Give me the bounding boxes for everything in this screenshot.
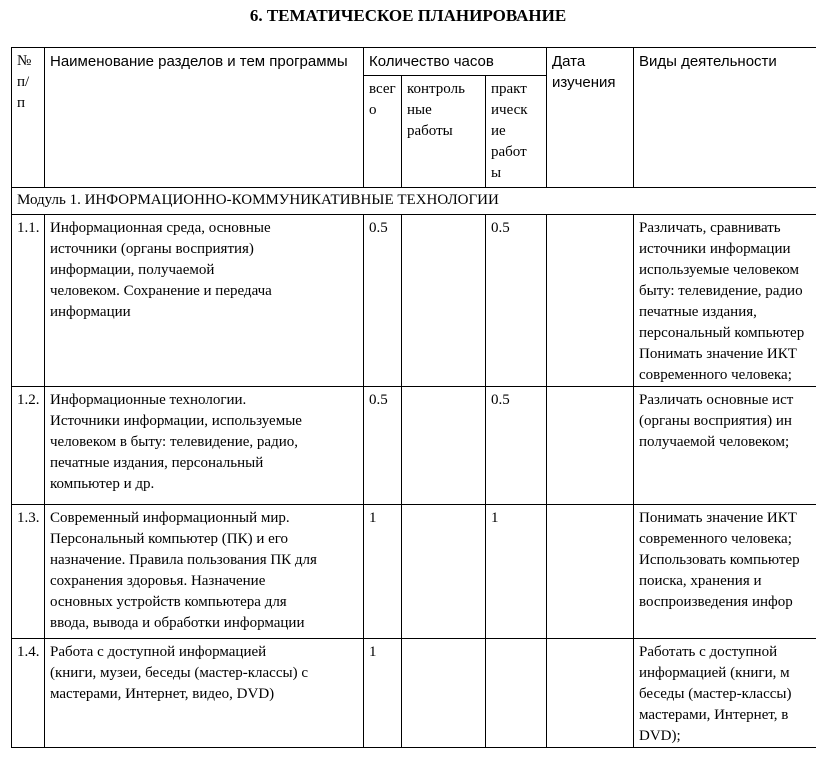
- row-total: 0.5: [364, 387, 402, 505]
- table-row: [12, 505, 816, 639]
- row-practical: [486, 639, 547, 748]
- header-row: [12, 48, 816, 76]
- row-control: [402, 387, 486, 505]
- row-activities: Понимать значение ИКТ современного человека; Использовать компьютер поиска, хранения и воспроизведения инфор: [634, 505, 816, 639]
- row-topic: Информационная среда, основные источники (органы восприятия) информации, получаемой человеком. Сохранение и передача информации: [45, 215, 364, 387]
- header-topic: Наименование разделов и тем программы: [45, 48, 364, 188]
- table-row: [12, 639, 816, 748]
- row-control: [402, 215, 486, 387]
- row-activities: Различать, сравнивать источники информации используемые человеком быту: телевидение, радио печатные издания, персональный компьютер Понимать значение ИКТ современного человека;: [634, 215, 816, 387]
- row-date: [547, 215, 634, 387]
- row-topic: Работа с доступной информацией (книги, музеи, беседы (мастер-классы) с мастерами, Интернет, видео, DVD): [45, 639, 364, 748]
- row-practical: 0.5: [486, 215, 547, 387]
- row-num: 1.1.: [12, 215, 45, 387]
- table-row: [12, 215, 816, 387]
- header-hours: Количество часов: [364, 48, 547, 76]
- header-date: Дата изучения: [547, 48, 634, 188]
- row-num: 1.2.: [12, 387, 45, 505]
- row-activities: Различать основные ист (органы восприятия) ин получаемой человеком;: [634, 387, 816, 505]
- row-activities: Работать с доступной информацией (книги, м беседы (мастер-классы) мастерами, Интернет, в DVD);: [634, 639, 816, 748]
- row-total: 1: [364, 639, 402, 748]
- header-activities: Виды деятельности: [634, 48, 816, 188]
- planning-table: [11, 47, 816, 748]
- row-control: [402, 505, 486, 639]
- row-total: 1: [364, 505, 402, 639]
- row-topic: Информационные технологии. Источники информации, используемые человеком в быту: телевидение, радио, печатные издания, персональный компьютер и др.: [45, 387, 364, 505]
- row-date: [547, 387, 634, 505]
- row-topic: Современный информационный мир. Персональный компьютер (ПК) и его назначение. Правила пользования ПК для сохранения здоровья. Назначение основных устройств компьютера для ввода, вывода и обработки информации: [45, 505, 364, 639]
- module-title: Модуль 1. ИНФОРМАЦИОННО-КОММУНИКАТИВНЫЕ ТЕХНОЛОГИИ: [12, 188, 816, 215]
- row-practical: 1: [486, 505, 547, 639]
- row-total: 0.5: [364, 215, 402, 387]
- row-practical: 0.5: [486, 387, 547, 505]
- row-num: 1.3.: [12, 505, 45, 639]
- page-title: 6. ТЕМАТИЧЕСКОЕ ПЛАНИРОВАНИЕ: [249, 6, 567, 25]
- table-row: [12, 387, 816, 505]
- module-row: [12, 188, 816, 215]
- header-practical: практ ическ ие работ ы: [486, 76, 547, 188]
- row-date: [547, 505, 634, 639]
- row-date: [547, 639, 634, 748]
- header-total: всег о: [364, 76, 402, 188]
- header-num: № п/ п: [12, 48, 45, 188]
- header-control: контроль ные работы: [402, 76, 486, 188]
- row-control: [402, 639, 486, 748]
- row-num: 1.4.: [12, 639, 45, 748]
